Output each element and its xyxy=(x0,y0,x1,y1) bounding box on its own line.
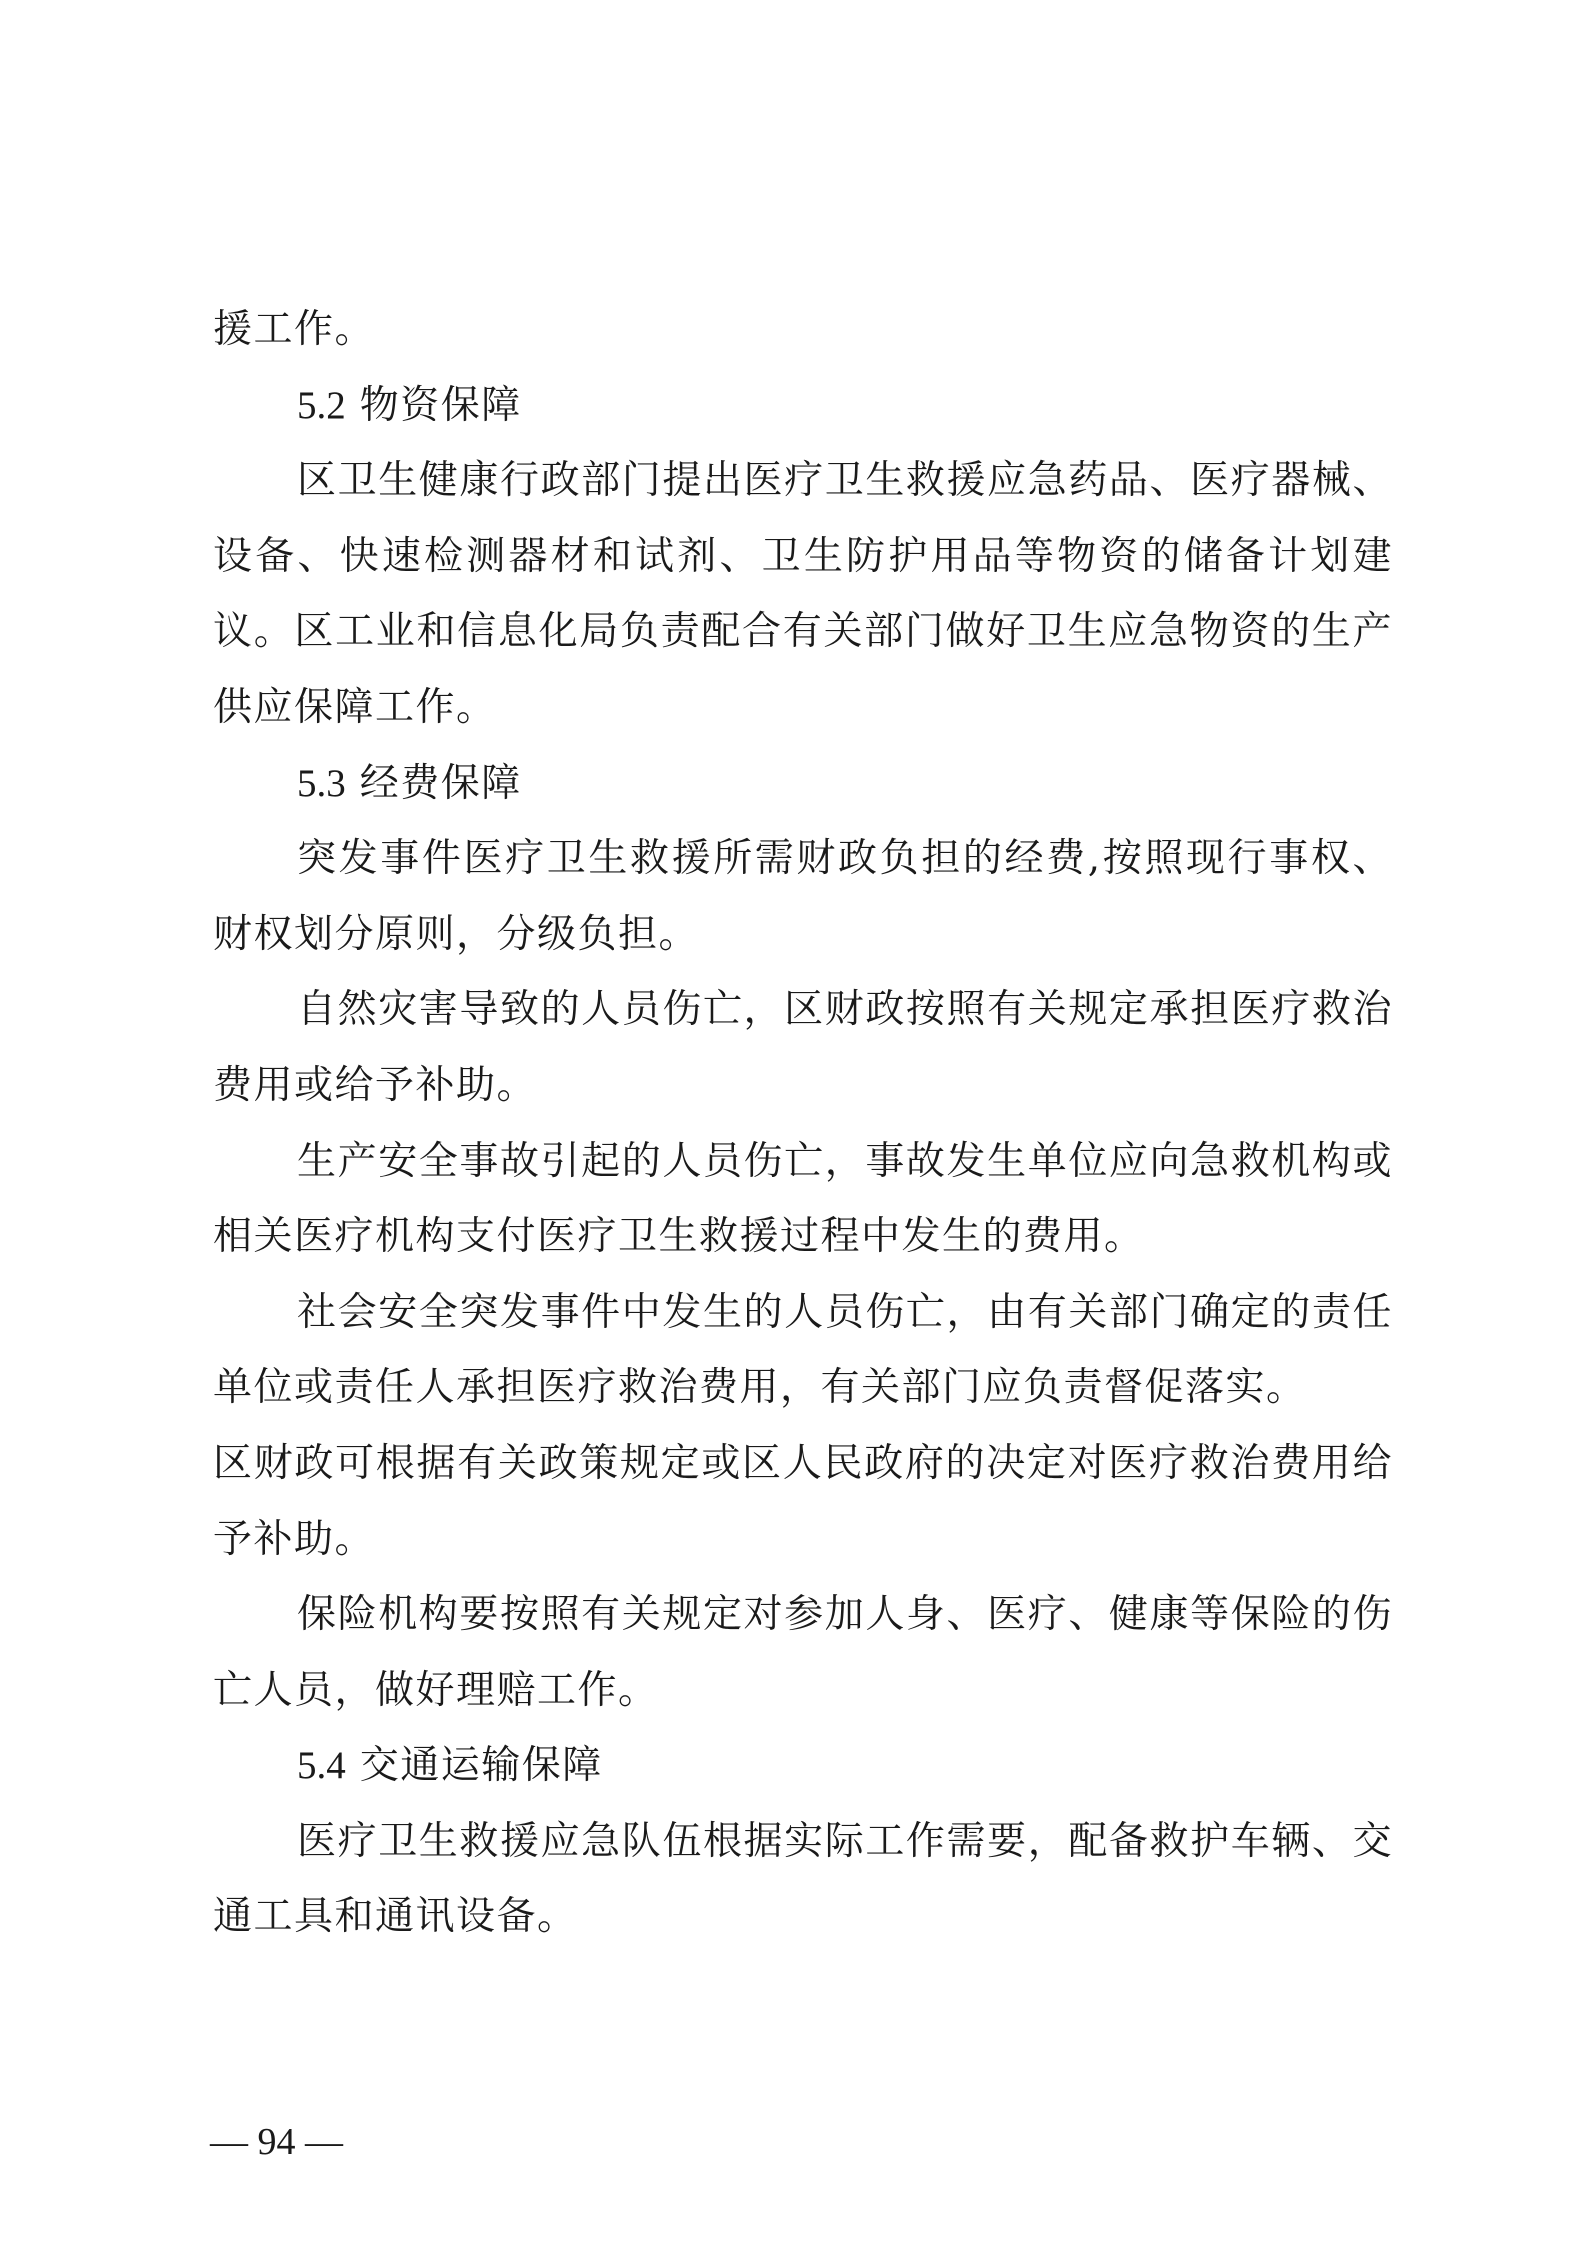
paragraph-funding: 突发事件医疗卫生救援所需财政负担的经费,按照现行事权、财权划分原则，分级负担。 xyxy=(213,836,1393,957)
paragraph-natural-disaster: 自然灾害导致的人员伤亡，区财政按照有关规定承担医疗救治费用或给予补助。 xyxy=(213,987,1393,1108)
section-number: 5.4 xyxy=(297,1744,346,1788)
section-heading-5-4 xyxy=(213,1728,1393,1804)
section-number: 5.3 xyxy=(297,761,346,805)
paragraph-transport: 医疗卫生救援应急队伍根据实际工作需要，配备救护车辆、交通工具和通讯设备。 xyxy=(213,1818,1393,1940)
paragraph-social-security: 社会安全突发事件中发生的人员伤亡，由有关部门确定的责任单位或责任人承担医疗救治费用，有关部门应负责督促落实。 xyxy=(213,1289,1393,1411)
section-heading-5-3 xyxy=(213,746,1393,822)
paragraph-insurance: 保险机构要按照有关规定对参加人身、医疗、健康等保险的伤亡人员，做好理赔工作。 xyxy=(213,1592,1393,1713)
section-title: 交通运输保障 xyxy=(359,1743,603,1789)
page-number: — 94 — xyxy=(210,2121,343,2163)
paragraph-materials: 区卫生健康行政部门提出医疗卫生救援应急药品、医疗器械、设备、快速检测器材和试剂、卫生防护用品等物资的储备计划建议。区工业和信息化局负责配合有关部门做好卫生应急物资的生产供应保障工作。 xyxy=(213,458,1393,730)
document-body xyxy=(213,292,1393,1955)
section-title: 经费保障 xyxy=(359,760,522,806)
paragraph-continuation: 援工作。 xyxy=(213,307,376,352)
paragraph-finance-subsidy: 区财政可根据有关政策规定或区人民政府的决定对医疗救治费用给予补助。 xyxy=(213,1440,1393,1562)
section-number: 5.2 xyxy=(297,383,346,427)
section-title: 物资保障 xyxy=(359,382,522,428)
section-heading-5-2 xyxy=(213,368,1393,444)
paragraph-production-safety: 生产安全事故引起的人员伤亡，事故发生单位应向急救机构或相关医疗机构支付医疗卫生救援过程中发生的费用。 xyxy=(213,1138,1393,1260)
